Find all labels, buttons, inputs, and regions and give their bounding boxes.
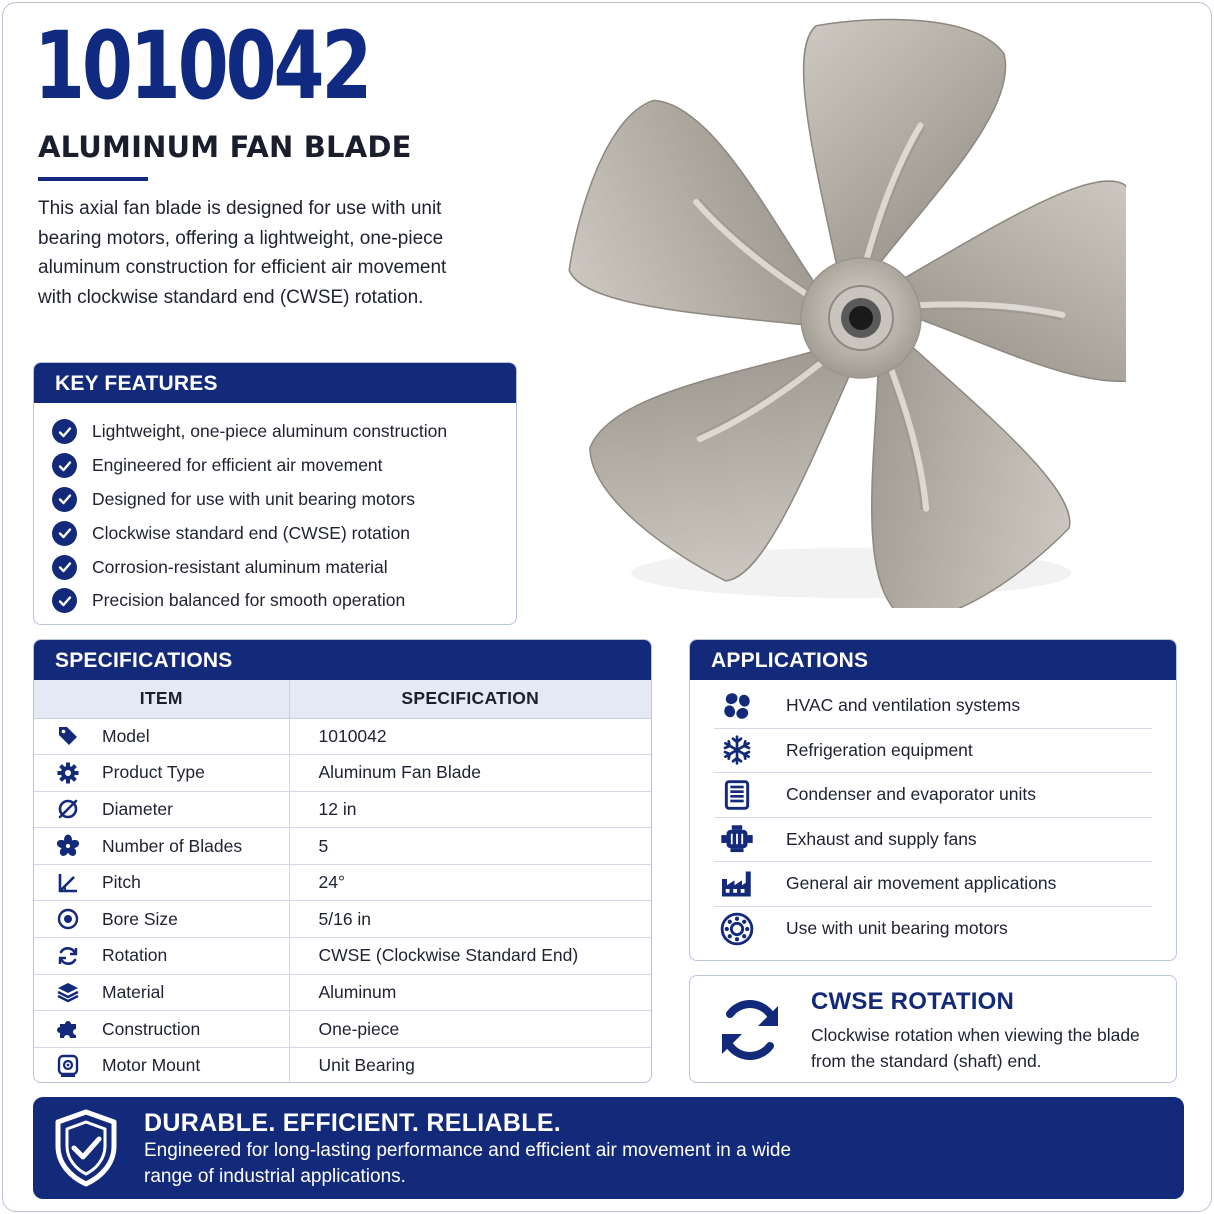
check-icon xyxy=(52,555,77,580)
fan-icon xyxy=(721,690,753,722)
list-item: Corrosion-resistant aluminum material xyxy=(52,550,516,584)
fan-blade-image xyxy=(566,18,1126,608)
spec-item: Rotation xyxy=(102,938,289,975)
spec-item: Number of Blades xyxy=(102,828,289,865)
spec-value: Unit Bearing xyxy=(318,1055,415,1076)
motor-icon xyxy=(720,823,754,855)
check-icon xyxy=(52,588,77,613)
application-label: Refrigeration equipment xyxy=(786,739,973,760)
table-row xyxy=(34,938,651,975)
spec-item: Diameter xyxy=(102,791,289,828)
list-item: Designed for use with unit bearing motors xyxy=(52,483,516,517)
key-features-title: KEY FEATURES xyxy=(34,363,516,403)
table-row xyxy=(34,864,651,901)
spec-value: Aluminum xyxy=(289,974,651,1011)
applications-panel xyxy=(689,639,1177,961)
spec-value: 24° xyxy=(289,864,651,901)
spec-value: One-piece xyxy=(289,1011,651,1048)
spec-value: 5/16 in xyxy=(289,901,651,938)
list-item xyxy=(714,684,1152,729)
angle-icon xyxy=(56,871,80,895)
list-item xyxy=(714,818,1152,863)
spec-value: 12 in xyxy=(289,791,651,828)
applications-title: APPLICATIONS xyxy=(690,640,1176,680)
banner-text: Engineered for long-lasting performance and efficient air movement in a wide range of industrial applications. xyxy=(144,1140,792,1187)
specifications-panel xyxy=(33,639,652,1083)
list-item: Clockwise standard end (CWSE) rotation xyxy=(52,516,516,550)
table-row xyxy=(34,974,651,1011)
list-item: Precision balanced for smooth operation xyxy=(52,584,516,618)
tag-icon xyxy=(56,724,80,748)
table-row xyxy=(34,828,651,865)
coil-icon xyxy=(721,779,753,811)
table-row xyxy=(34,1047,651,1083)
list-item: Lightweight, one-piece aluminum construction xyxy=(52,415,516,449)
application-label: HVAC and ventilation systems xyxy=(786,695,1021,716)
model-number: 1010042 xyxy=(34,12,370,121)
spec-item: Product Type xyxy=(102,755,289,792)
list-item xyxy=(714,907,1152,952)
check-icon xyxy=(52,487,77,512)
column-header-specification: SPECIFICATION xyxy=(289,680,651,718)
specifications-title: SPECIFICATIONS xyxy=(34,640,651,680)
snowflake-icon xyxy=(721,734,753,766)
spec-value: Aluminum Fan Blade xyxy=(289,755,651,792)
spec-value: CWSE (Clockwise Standard End) xyxy=(289,938,651,975)
spec-item: Construction xyxy=(102,1011,289,1048)
applications-list xyxy=(690,680,1176,951)
shield-check-icon xyxy=(53,1108,119,1188)
title-underline xyxy=(38,177,148,181)
target-icon xyxy=(56,907,80,931)
spec-item: Motor Mount xyxy=(102,1047,289,1083)
check-icon xyxy=(52,521,77,546)
spec-item: Material xyxy=(102,974,289,1011)
application-label: Exhaust and supply fans xyxy=(786,828,977,849)
application-label: Condenser and evaporator units xyxy=(786,784,1037,805)
banner-title: DURABLE. EFFICIENT. RELIABLE. xyxy=(144,1109,562,1137)
table-row xyxy=(34,755,651,792)
spec-item: Model xyxy=(102,718,289,755)
table-row xyxy=(34,718,651,755)
diameter-icon xyxy=(56,797,80,821)
list-item xyxy=(714,862,1152,907)
check-icon xyxy=(52,453,77,478)
cwse-description: Clockwise rotation when viewing the blade from the standard (shaft) end. xyxy=(811,1025,1140,1071)
rotation-icon xyxy=(712,992,788,1068)
product-description: This axial fan blade is designed for use with unit bearing motors, offering a lightweight, one-piece aluminum construction for efficient air movement with clockwise standard end (CWSE) rotation. xyxy=(38,198,447,308)
cwse-title: CWSE ROTATION xyxy=(811,988,1015,1015)
spec-value: 5 xyxy=(289,828,651,865)
layers-icon xyxy=(56,980,80,1004)
list-item xyxy=(714,729,1152,774)
product-subtitle: ALUMINUM FAN BLADE xyxy=(38,130,412,164)
gear-icon xyxy=(56,761,80,785)
list-item xyxy=(714,773,1152,818)
application-label: General air movement applications xyxy=(786,873,1057,894)
factory-icon xyxy=(720,869,754,899)
key-features-list xyxy=(34,403,516,618)
motor-mount-icon xyxy=(56,1054,80,1078)
bottom-banner xyxy=(33,1097,1184,1199)
bearing-icon xyxy=(720,912,754,946)
specifications-table xyxy=(34,680,651,1083)
fan-icon xyxy=(56,834,80,858)
rotation-icon xyxy=(56,944,80,968)
key-features-panel xyxy=(33,362,517,625)
spec-item: Pitch xyxy=(102,864,289,901)
cwse-rotation-panel xyxy=(689,975,1177,1083)
check-icon xyxy=(52,419,77,444)
column-header-item: ITEM xyxy=(34,680,289,718)
list-item: Engineered for efficient air movement xyxy=(52,449,516,483)
application-label: Use with unit bearing motors xyxy=(786,918,1008,939)
spec-item: Bore Size xyxy=(102,901,289,938)
puzzle-icon xyxy=(56,1017,80,1041)
table-row xyxy=(34,791,651,828)
table-row xyxy=(34,1011,651,1048)
spec-value: 1010042 xyxy=(289,718,651,755)
table-row xyxy=(34,901,651,938)
